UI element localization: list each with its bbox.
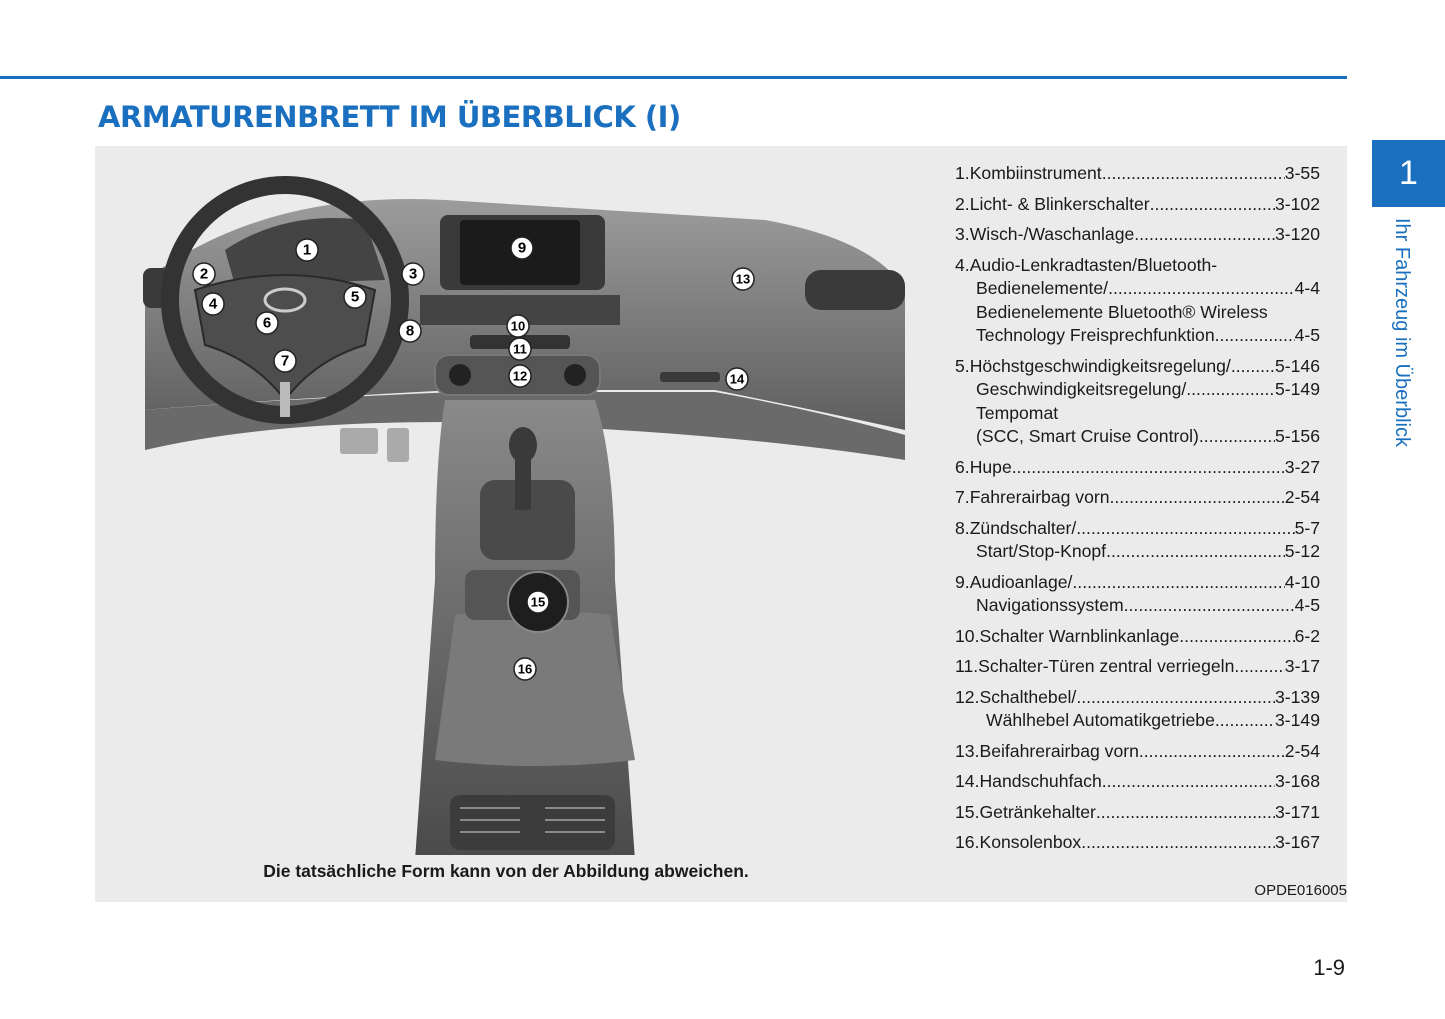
toc-leader-dots [1081, 831, 1275, 855]
toc-page-ref: 3-171 [1275, 801, 1320, 822]
toc-label: Hupe [969, 456, 1012, 477]
page-number: 1-9 [1313, 955, 1345, 980]
callout-14[interactable] [726, 368, 748, 390]
toc-number: 4. [955, 254, 970, 275]
toc-page-ref: 2-54 [1284, 740, 1320, 761]
toc-page-ref: 3-120 [1275, 224, 1320, 244]
toc-entry[interactable] [955, 355, 1320, 449]
toc-leader-dots [1124, 594, 1295, 618]
toc-number: 14. [955, 771, 980, 791]
figure-caption: Die tatsächliche Form kann von der Abbildung abweichen. [263, 861, 749, 881]
toc-page-ref: 3-102 [1275, 193, 1320, 214]
toc-entry[interactable] [955, 655, 1320, 679]
toc-page-ref: 4-5 [1294, 595, 1320, 615]
svg-text:5: 5 [350, 288, 360, 306]
toc-leader-dots [1076, 517, 1294, 541]
passenger-vent [805, 270, 905, 310]
toc-leader-dots [1096, 801, 1275, 825]
toc-page-ref: 4-4 [1294, 278, 1320, 298]
toc-entry[interactable] [955, 770, 1320, 794]
toc-label: Wisch-/Waschanlage [969, 224, 1135, 244]
toc-label: Schalthebel/ [979, 686, 1077, 707]
toc-entry[interactable] [955, 193, 1320, 217]
svg-text:16: 16 [517, 661, 533, 677]
callout-10[interactable] [507, 315, 529, 337]
svg-text:8: 8 [405, 322, 415, 340]
callout-6[interactable] [256, 312, 278, 334]
toc-label: Tempomat [976, 402, 1059, 423]
toc-leader-dots [1012, 456, 1285, 480]
svg-text:10: 10 [510, 318, 526, 334]
toc-leader-dots [1150, 193, 1275, 217]
toc-page-ref: 5-156 [1275, 426, 1320, 446]
toc-leader-dots [1231, 355, 1275, 379]
page-title: ARMATURENBRETT IM ÜBERBLICK (I) [98, 100, 681, 134]
toc-leader-dots [1199, 425, 1275, 449]
callout-4[interactable] [202, 293, 224, 315]
toc-number: 13. [955, 740, 980, 761]
pedal-brake [340, 428, 378, 454]
toc-number: 11. [955, 656, 979, 676]
toc-label: Beifahrerairbag vorn [979, 740, 1139, 761]
toc-label: (SCC, Smart Cruise Control) [976, 426, 1199, 446]
toc-number: 12. [955, 686, 980, 707]
dashboard-illustration [115, 160, 915, 855]
svg-text:15: 15 [530, 594, 546, 610]
svg-text:2: 2 [199, 265, 209, 283]
toc-entry[interactable] [955, 162, 1320, 186]
toc-page-ref: 5-7 [1294, 517, 1320, 538]
toc-leader-dots [1076, 686, 1275, 710]
toc-page-ref: 3-27 [1284, 456, 1320, 477]
toc-line [955, 740, 1320, 764]
toc-leader-dots [1102, 162, 1285, 186]
toc-page-ref: 3-17 [1284, 656, 1320, 676]
toc-page-ref: 3-167 [1275, 832, 1320, 852]
toc-entry[interactable] [955, 254, 1320, 348]
toc-line [955, 801, 1320, 825]
toc-line [955, 594, 1320, 618]
toc-page-ref: 6-2 [1294, 625, 1320, 646]
toc-label: Licht- & Blinkerschalter [969, 193, 1150, 214]
svg-text:7: 7 [280, 352, 290, 370]
toc-label: Kombiinstrument [969, 163, 1102, 183]
toc-number: 1. [955, 163, 970, 183]
callout-11[interactable] [509, 338, 531, 360]
toc-leader-dots [1134, 223, 1275, 247]
toc-label: Schalter-Türen zentral verriegeln [978, 656, 1235, 676]
toc-line [955, 254, 1320, 278]
toc-line [955, 486, 1320, 510]
rear-vents [450, 795, 615, 850]
toc-line [955, 324, 1320, 348]
callout-3[interactable] [402, 263, 424, 285]
pedal-accelerator [387, 428, 409, 462]
toc-entry[interactable] [955, 831, 1320, 855]
toc-line [955, 277, 1320, 301]
toc-leader-dots [1106, 540, 1285, 564]
svg-text:14: 14 [729, 371, 745, 387]
toc-label: Wählhebel Automatikgetriebe [986, 710, 1215, 730]
svg-text:4: 4 [208, 295, 218, 313]
toc-leader-dots [1072, 571, 1284, 595]
chapter-side-label: Ihr Fahrzeug im Überblick [1391, 218, 1413, 447]
chapter-number: 1 [1399, 154, 1418, 192]
toc-page-ref: 4-5 [1294, 325, 1320, 345]
toc-line [955, 301, 1320, 325]
toc-page-ref: 3-149 [1275, 710, 1320, 730]
callout-2[interactable] [193, 263, 215, 285]
toc-number: 10. [955, 625, 980, 646]
toc-label: Audioanlage/ [969, 571, 1073, 592]
toc-page-ref: 5-12 [1284, 541, 1320, 561]
svg-text:9: 9 [517, 239, 527, 257]
svg-text:13: 13 [735, 271, 751, 287]
toc-leader-dots [1139, 740, 1285, 764]
callout-13[interactable] [732, 268, 754, 290]
toc-number: 8. [955, 517, 970, 538]
callout-16[interactable] [514, 658, 536, 680]
callout-1[interactable] [296, 239, 318, 261]
toc-number: 16. [955, 832, 980, 852]
toc-line [955, 686, 1320, 710]
callout-7[interactable] [274, 350, 296, 372]
toc-page-ref: 5-146 [1275, 355, 1320, 376]
toc-entry[interactable] [955, 486, 1320, 510]
toc-leader-dots [1234, 655, 1284, 679]
toc-entry[interactable] [955, 801, 1320, 825]
toc-line [955, 770, 1320, 794]
toc-leader-dots [1215, 324, 1295, 348]
toc-label: Audio-Lenkradtasten/Bluetooth- [969, 254, 1218, 275]
callout-15[interactable] [527, 591, 549, 613]
toc-number: 2. [955, 193, 970, 214]
toc-leader-dots [1108, 277, 1295, 301]
armrest [435, 610, 635, 766]
toc-label: Geschwindigkeitsregelung/ [976, 379, 1187, 399]
chapter-tab[interactable] [1372, 140, 1445, 207]
toc-entry[interactable] [955, 740, 1320, 764]
toc-number: 7. [955, 487, 970, 507]
callout-5[interactable] [344, 286, 366, 308]
gear-knob [509, 427, 537, 463]
toc-page-ref: 3-168 [1275, 771, 1320, 791]
toc-line [955, 425, 1320, 449]
toc-line [955, 378, 1320, 402]
toc-entry[interactable] [955, 571, 1320, 618]
toc-label: Schalter Warnblinkanlage [979, 625, 1180, 646]
toc-label: Zündschalter/ [969, 517, 1077, 538]
toc-label: Navigationssystem [976, 595, 1124, 615]
toc-line [955, 655, 1320, 679]
toc-line [955, 517, 1320, 541]
toc-label: Bedienelemente Bluetooth® Wireless [976, 301, 1268, 322]
svg-text:11: 11 [513, 341, 527, 357]
toc-number: 3. [955, 224, 970, 244]
toc-line [955, 831, 1320, 855]
svg-text:6: 6 [262, 314, 272, 332]
toc-leader-dots [1110, 486, 1285, 510]
svg-text:12: 12 [512, 368, 528, 384]
toc-leader-dots [1186, 378, 1275, 402]
toc-entry[interactable] [955, 456, 1320, 480]
toc-line [955, 571, 1320, 595]
toc-line [955, 355, 1320, 379]
toc-line [955, 709, 1320, 733]
callout-12[interactable] [509, 365, 531, 387]
toc-label: Start/Stop-Knopf [976, 541, 1107, 561]
toc-page-ref: 4-10 [1284, 571, 1320, 592]
toc-line [955, 540, 1320, 564]
toc-leader-dots [1102, 770, 1275, 794]
figure-code: OPDE016005 [1254, 882, 1347, 899]
toc-label: Getränkehalter [979, 801, 1096, 822]
toc-entry[interactable] [955, 517, 1320, 564]
toc-number: 15. [955, 801, 980, 822]
toc-entry[interactable] [955, 686, 1320, 733]
toc-label: Konsolenbox [979, 832, 1082, 852]
toc-label: Handschuhfach [979, 771, 1102, 791]
svg-text:3: 3 [408, 265, 418, 283]
toc-number: 6. [955, 456, 970, 477]
top-rule [0, 76, 1347, 79]
svg-text:1: 1 [302, 241, 312, 259]
toc-entry[interactable] [955, 625, 1320, 649]
toc-label: Technology Freisprechfunktion [976, 325, 1215, 345]
toc-label: Bedienelemente/ [976, 278, 1109, 298]
toc-leader-dots [1179, 625, 1294, 649]
toc-line [955, 402, 1320, 426]
toc-leader-dots [1215, 709, 1275, 733]
toc-label: Höchstgeschwindigkeitsregelung/ [969, 355, 1231, 376]
toc-page-ref: 3-139 [1275, 686, 1320, 707]
toc-line [955, 625, 1320, 649]
toc-page-ref: 2-54 [1284, 487, 1320, 507]
toc-label: Fahrerairbag vorn [969, 487, 1110, 507]
toc-page-ref: 3-55 [1284, 163, 1320, 183]
toc-line [955, 193, 1320, 217]
toc-list [955, 162, 1320, 862]
toc-number: 9. [955, 571, 970, 592]
callout-8[interactable] [399, 320, 421, 342]
toc-line [955, 456, 1320, 480]
toc-line [955, 223, 1320, 247]
glovebox-handle [660, 372, 720, 382]
toc-entry[interactable] [955, 223, 1320, 247]
toc-number: 5. [955, 355, 970, 376]
toc-line [955, 162, 1320, 186]
toc-page-ref: 5-149 [1275, 379, 1320, 399]
callout-9[interactable] [511, 237, 533, 259]
